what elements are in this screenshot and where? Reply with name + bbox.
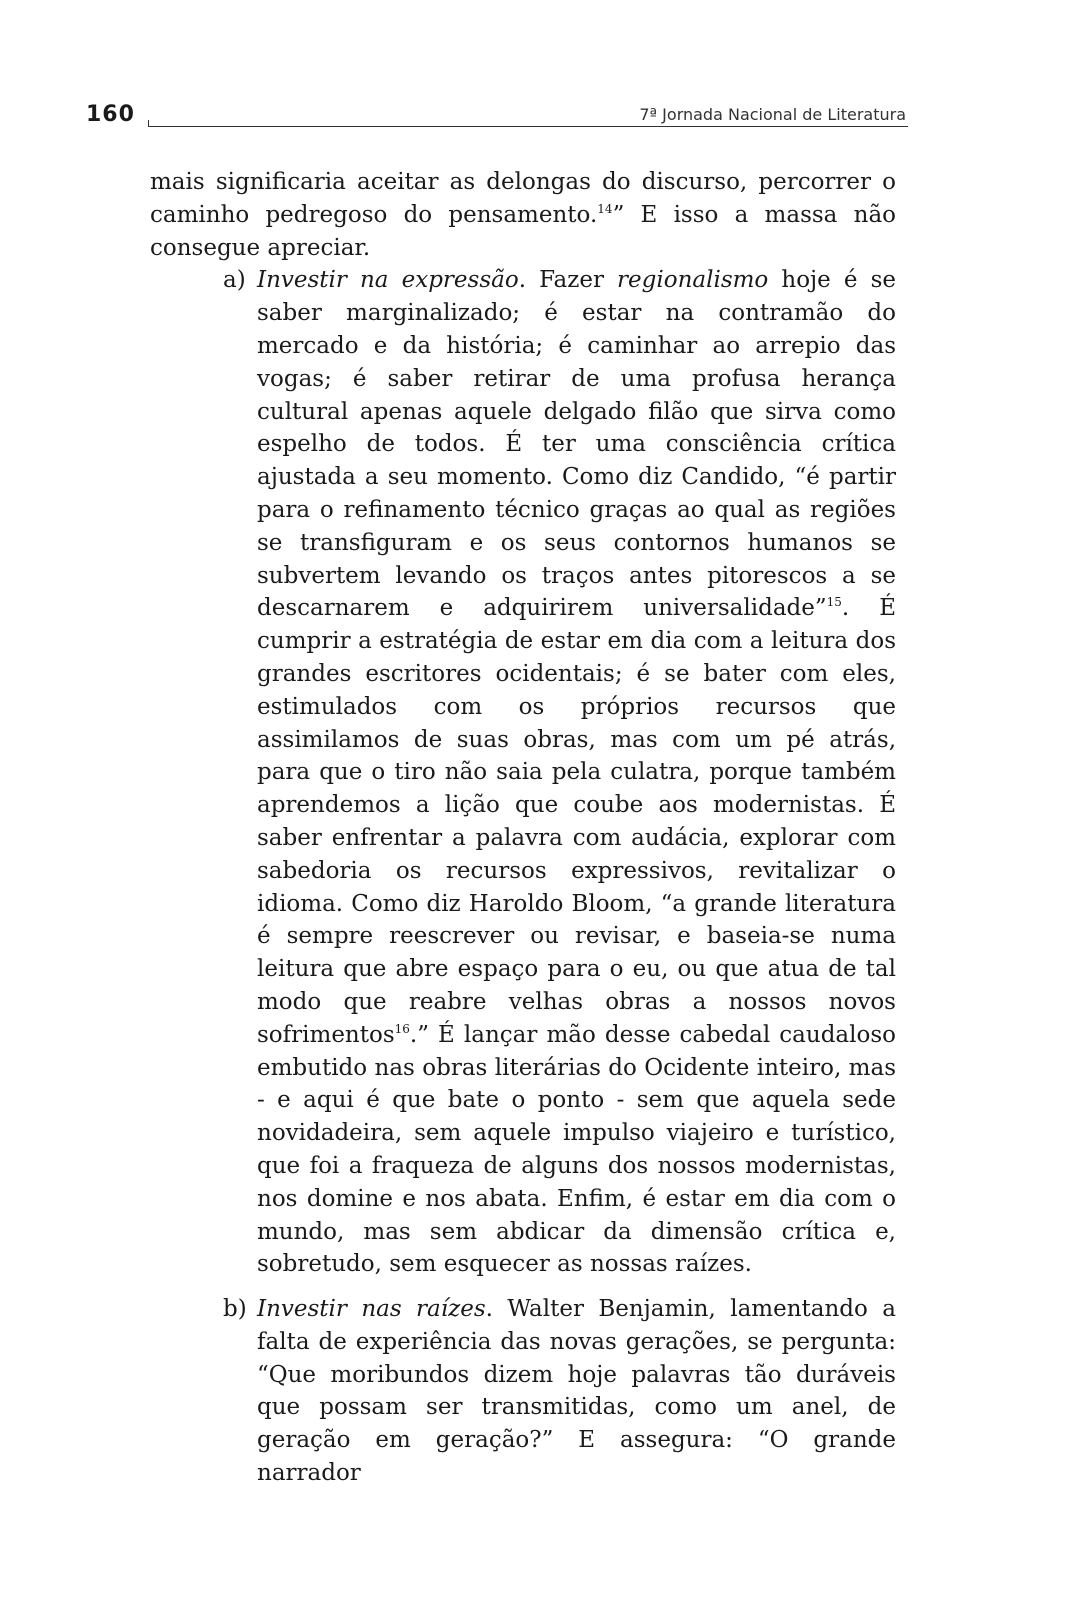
header-rule [148,126,908,127]
page-number: 160 [86,102,135,127]
running-title: 7ª Jornada Nacional de Literatura [639,105,906,124]
item-a-text-1: . Fazer [518,267,618,294]
running-head [86,98,908,130]
item-b-text-1: . Walter Benjamin, lamentando a falta de experiência das novas gerações, se pergunta: “Que moribundos dizem hoje palavras tão duráveis que possam ser transmitidas, como um anel, de geração em geração?” E assegura: “O grande narrador [257,1296,896,1487]
list-item-b [150,1293,896,1490]
list-item-a [150,264,896,1281]
intro-text-a: mais significaria aceitar as delongas do discurso, percorrer o caminho pedregoso do pensamento. [150,169,896,228]
item-a-text-3: . É cumprir a estratégia de estar em dia com a leitura dos grandes escritores ocidentais; é se bater com eles, estimulados com os próprios recursos que assimilamos de suas obras, mas com um pé atrás, para que o tiro não saia pela culatra, porque também aprendemos a lição que coube aos modernistas. É saber enfrentar a palavra com audácia, explorar com sabedoria os recursos expressivos, revitalizar o idioma. Como diz Haroldo Bloom, “a grande literatura é sempre reescrever ou revisar, e baseia-se numa leitura que abre espaço para o eu, ou que atua de tal modo que reabre velhas obras a nossos novos sofrimentos [257,595,896,1048]
body-text [150,166,896,1490]
item-marker-b: b) [223,1296,247,1323]
footnote-ref-14: 14 [597,201,613,216]
footnote-ref-16: 16 [394,1021,410,1036]
footnote-ref-15: 15 [826,595,842,610]
item-a-text-4: .” É lançar mão desse cabedal caudaloso embutido nas obras literárias do Ocidente inteiro, mas - e aqui é que bate o ponto - sem que aquela sede novidadeira, sem aquele impulso viajeiro e turístico, que foi a fraqueza de alguns dos nossos modernistas, nos domine e nos abata. Enfim, é estar em dia com o mundo, mas sem abdicar da dimensão crítica e, sobretudo, sem esquecer as nossas raízes. [257,1021,896,1278]
item-marker-a: a) [223,267,246,294]
intro-paragraph [150,166,896,264]
intro-text-b: ” E isso a massa não consegue apreciar. [150,201,897,261]
item-title-a: Investir na expressão [257,267,519,294]
item-a-text-2: hoje é se saber marginalizado; é estar na contramão do mercado e da história; é caminhar ao arrepio das vogas; é saber retirar de uma profusa herança cultural apenas aquele delgado filão que sirva como espelho de todos. É ter uma consciência crítica ajustada a seu momento. Como diz Candido, “é partir para o refinamento técnico graças ao qual as regiões se transfiguram e os seus contornos humanos se subvertem levando os traços antes pitorescos a se descarnarem e adquirirem universalidade” [257,267,896,622]
item-title-b: Investir nas raízes [257,1296,486,1323]
item-a-emphasis: regionalismo [617,267,769,294]
